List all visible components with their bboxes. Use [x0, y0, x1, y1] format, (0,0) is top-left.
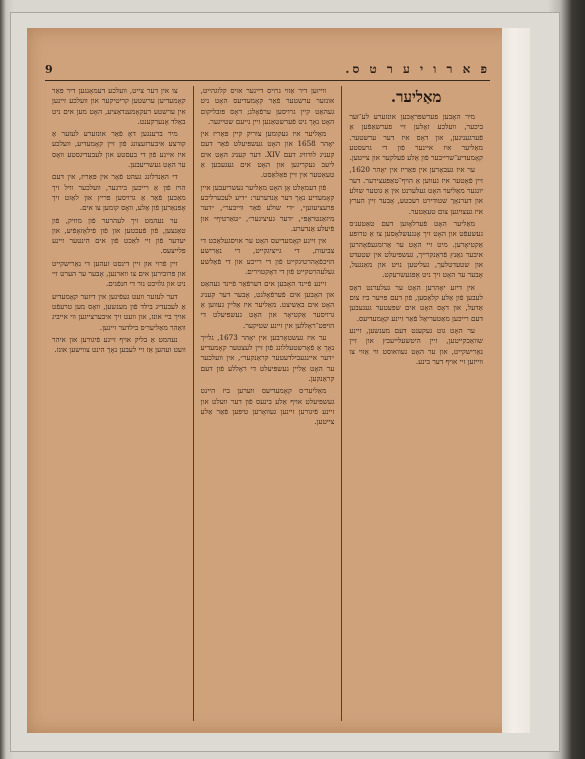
page-header: [45, 58, 490, 81]
paragraph: ער איז געבאָרען אין פּאַריז אין יאָהר 1620, זיין פֿאָטער איז געווען אַ הויף־טאַפּעצירער. דער יונגער מאַליער האָט געלערנט אין אַ גוטער שולע און דערנאָך שטודירט רעכטע, אָבער זיין הערץ איז געצויגען צום טעאַטער.: [349, 165, 483, 216]
torn-page-edge: [502, 28, 530, 733]
paragraph: אין דיזע יאָהרען האָט ער געלערנט דאָס לעבען פֿון אַלע קלאַסען, פֿון דעם פּויער ביז צום אַדעל, און דאָס האָט אים שפּעטער געגעבען דעם רייכען מאַטעריאַל פֿאַר זיינע קאָמעדיעס.: [349, 282, 483, 323]
column-right: [342, 86, 490, 721]
paragraph: ער נעהמט זיך לעהרער פֿון מוזיק, פֿון טאַנצען, פֿון פֿעכטען און פֿון פֿילאָזאָפֿיע, און יעדער פֿון זיי לאַכט פֿון אים הינטער זיינע פּלייצעס.: [51, 215, 186, 256]
paragraph: מאַליער איז געקומען צוריק קיין פּאַריז אין יאָהר 1658 און האָט געשפּיעלט פֿאַר דעם קעניג לודוויג דעם XIV. דער קעניג האָט אים ליעב געקריגען און האָט אים געגעבען אַ טעאַטער אין זיין פּאַלאַסט.: [200, 129, 335, 180]
paragraph: אין זיינע קאָמעדיעס האָט ער אויסגעלאַכט די צביעות, די גייציגקייט, די נאַרישע הויכפֿאָהרטיגקייט פֿון די רייכע און די פֿאַלשע געלעהרטקייט פֿון די דאָקטוירים.: [200, 236, 335, 277]
paragraph: נעהמט אַ בליק אויף זיינע פֿיגורען און איהר וועט זעהען אַז זיי לעבען נאָך הינט צווישען אונז.: [51, 334, 186, 355]
paragraph: די האַנדלונג געהט פֿאָר אין פּאַריז, אין דעם הויז פֿון אַ רייכען בירגער, וועלכער וויל זיך מאַכען פֿאַר אַ גרויסען פּריץ און לאַזט זיך אָפּנאַרען פֿון אַלע, וואָס קומען צו אים.: [51, 172, 186, 213]
paragraph: זיינע פֿיינד האָבען אים דערפֿאַר פֿיינד געהאַט און האָבען אים פֿערפֿאָלגט, אָבער דער קעניג האָט אים באַשיצט. מאַליער איז אַליין געווען אַ גרויסער אַקטיאָר און האָט געשפּיעלט די הויפּט־ראָללען אין זיינע שטיקער.: [200, 279, 335, 330]
paragraph: ער איז געשטאָרבען אין יאָהר 1673, גלייך נאָך אַ פֿאָרשטעללונג פֿון זיין לעצטער קאָמעדיע ״דער איינגעבילדעטער קראַנקער״, אין וועלכער ער האָט אַליין געשפּיעלט די ראָללע פֿון דעם קראַנקען.: [200, 332, 335, 384]
column-middle: [194, 86, 343, 721]
text-columns: [45, 86, 490, 721]
paragraph: צו אין דער צייט, וועלכע דעמאָנגען דיר פּאַר קאָמעדיען ערשטען קריטיקער און וועלכע זיינען אין ערשטע רעקאָמענדאַציע, האָט מען אים ניט באַלד אָנערקענט.: [51, 86, 186, 126]
paragraph: מיר האָבען פערשפּראָכען אונזערע לע־זער ביכער, וועלכע זאָלען זיי פערשאַפֿען אַ פֿערגעניגען, און דאָס איז דער ערשטער. מאַליער איז איינער פֿון די גרעסטע קאָמעדיע־שרייבער פֿון אַלע פֿעלקער און צייטען.: [349, 112, 483, 163]
paragraph: דער לעזער וועט געפֿינען אין דיזער קאָמעדיע אַ לעבעדיג בילד פֿון מענשען, וואָס מען טרעפֿט אויך ביי אונז, און וועט זיך איבערצייגען ווי אייביג וואַהר מאַליער׳ס בילדער זיינען.: [51, 291, 186, 332]
paragraph: ווייזען דיר אַזוי גרויס דיינער אויס קלוגהייט, אונזער ערשטער פֿאַר קאָמעדיעס האָט ניט געהאַט קיין גרויסען ערפֿאָלג; דאָס פּובליקום האָט נאָך ניט פֿערשטאַנען זיין נייעם שטייגער.: [200, 86, 335, 126]
paragraph: פֿון דעמאָלט אָן האָט מאַליער געשריעבען איין קאָמעדיע נאָך דער אַנדערער: ״דיע לעכערליכע פּרעציעזען״, ״די שולע פֿאַר ווייבער״, ״דער מיזאַנטראָפּ״, ״דער געיציגער״, ״טאַרטיף״ און פֿיעלע אַנדערע.: [200, 182, 335, 233]
page-number: 9: [45, 62, 53, 76]
masthead-title: פ א ר ו י ע ר ט ס.: [345, 61, 490, 76]
column-left: [45, 86, 194, 721]
article-title: מאַליער.: [390, 88, 442, 106]
paragraph: זיין פֿרוי און זיין דינסט זעהען די נאַרישקייט און פּרובירען אים צו ווארנען, אָבער ער הערט זיי ניט און גלויבט נור די חנפֿנים.: [51, 258, 186, 289]
paragraph: מיר ברענגען דאָ פֿאַר אונזערע לעזער אַ קורצע איבערזעצונג פֿון זיין קאָמעדיע, וועלכע איז איינע פֿון די בעסטע און לעבעדיגסטע וואָס ער האָט געשריעבען.: [51, 129, 186, 170]
paragraph: ער האָט גוט געקענט דעם מענשען, זיינע שוואַכקייטען, זיין היטשעלייעכץ און זיין נאַרישקייט, און ער האָט געוואוסט ווי אַזוי צו ווייזען זיי אויף דער בינע.: [349, 325, 483, 366]
paragraph: מאַליער האָט פֿערלאָזען דעם טאַטענ׳ס געשעפֿט און האָט זיך אָנגעשלאָסען צו אַ טרופּע אַקטיאָרען. מיט זיי האָט ער אַרומגעפֿאָהרען איבער גאַנץ פֿראַנקרייך, געשפּיעלט אין שטעדט און שטעדטלעך, געליטען נויט און מאַנגעל, אָבער ער האָט זיך ניט אָפּגעשרעקט.: [349, 218, 483, 280]
paragraph: מאַליער׳ס קאָמעדיעס ווערען ביז היינט געשפּיעלט אויף אַלע בינעס פֿון דער וועלט און זיינע פֿיגורען זיינען געוואָרען טיפּען פֿאַר אַלע צייטען.: [200, 386, 335, 427]
newspaper-page: [27, 28, 530, 733]
